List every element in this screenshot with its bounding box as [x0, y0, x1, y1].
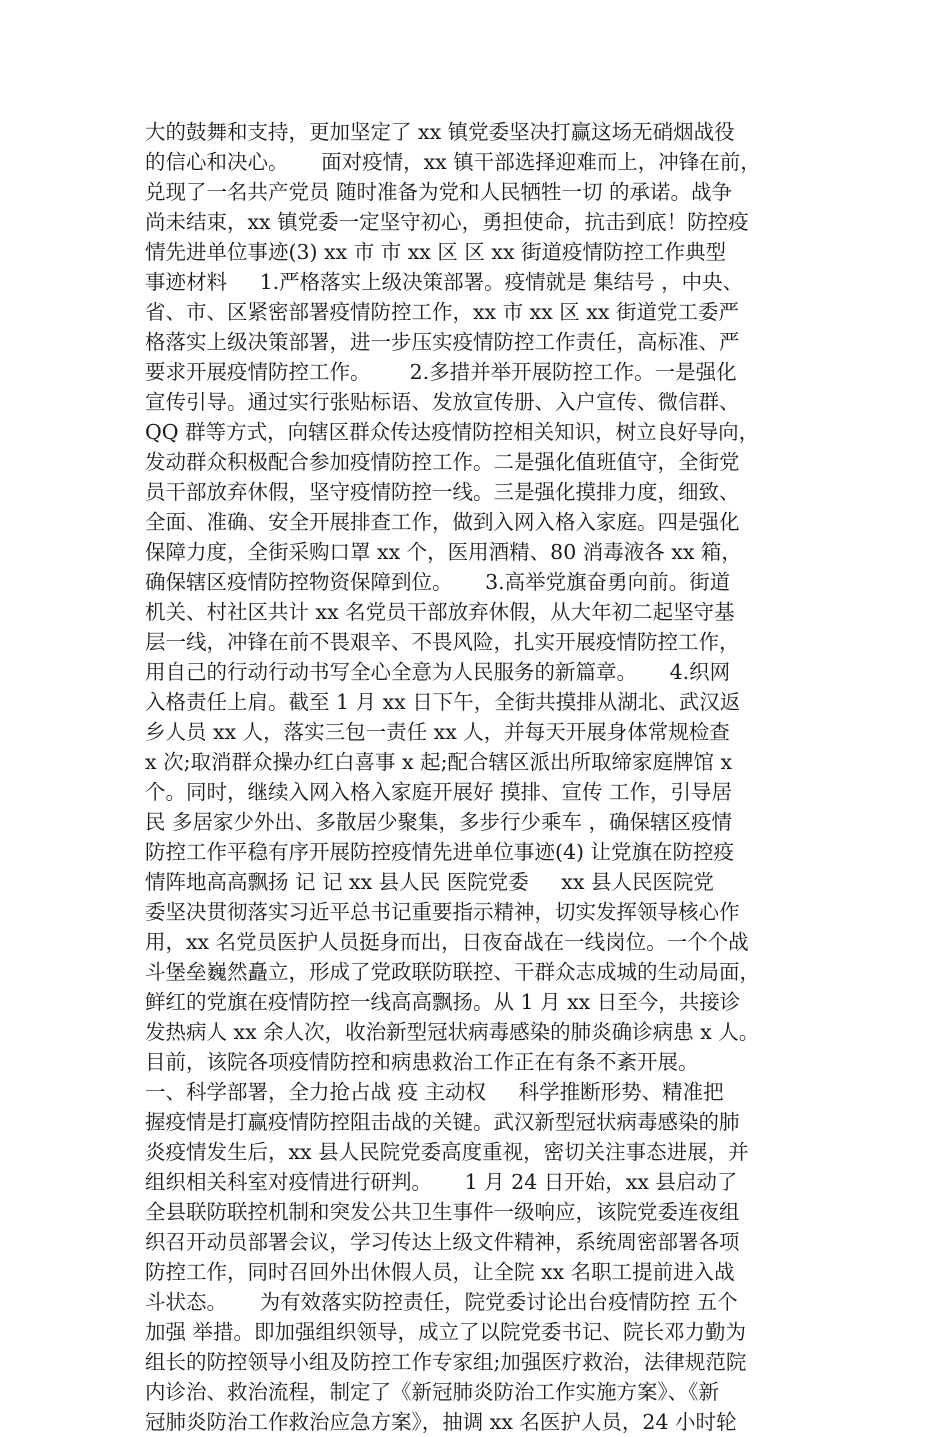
text-line: 格落实上级决策部署，进一步压实疫情防控工作责任，高标准、严 [145, 330, 740, 354]
text-line: 省、市、区紧密部署疫情防控工作，xx 市 xx 区 xx 街道党工委严 [145, 300, 739, 324]
text-line: 尚未结束，xx 镇党委一定坚守初心，勇担使命，抗击到底！防控疫 [145, 210, 749, 234]
text-line: 机关、村社区共计 xx 名党员干部放弃休假，从大年初二起坚守基 [145, 600, 735, 624]
text-line: 个。同时，继续入网入格入家庭开展好 摸排、宣传 工作，引导居 [145, 780, 733, 804]
text-line: 层一线，冲锋在前不畏艰辛、不畏风险，扎实开展疫情防控工作， [145, 630, 740, 654]
text-line: 保障力度，全街采购口罩 xx 个，医用酒精、80 消毒液各 xx 箱， [145, 540, 742, 564]
text-line: 确保辖区疫情防控物资保障到位。 3.高举党旗奋勇向前。街道 [145, 570, 731, 594]
body-text [145, 117, 845, 1437]
text-line: 情先进单位事迹(3) xx 市 市 xx 区 区 xx 街道疫情防控工作典型 [145, 240, 727, 264]
text-line: 全面、准确、安全开展排查工作，做到入网入格入家庭。四是强化 [145, 510, 740, 534]
text-line: 织召开动员部署会议，学习传达上级文件精神，系统周密部署各项 [145, 1230, 740, 1254]
text-line: 鲜红的党旗在疫情防控一线高高飘扬。从 1 月 xx 日至今，共接诊 [145, 990, 741, 1014]
text-line: 全县联防联控机制和突发公共卫生事件一级响应，该院党委连夜组 [145, 1200, 740, 1224]
text-line: x 次;取消群众操办红白喜事 x 起;配合辖区派出所取缔家庭牌馆 x [145, 750, 733, 774]
text-line: 情阵地高高飘扬 记 记 xx 县人民 医院党委 xx 县人民医院党 [145, 870, 714, 894]
text-line: QQ 群等方式，向辖区群众传达疫情防控相关知识，树立良好导向， [145, 420, 760, 444]
text-line: 斗堡垒巍然矗立，形成了党政联防联控、干群众志成城的生动局面， [145, 960, 760, 984]
text-line: 一、科学部署，全力抢占战 疫 主动权 科学推断形势、精准把 [145, 1080, 724, 1104]
text-line: 冠肺炎防治工作救治应急方案》，抽调 xx 名医护人员，24 小时轮 [145, 1410, 737, 1434]
text-line: 用，xx 名党员医护人员挺身而出，日夜奋战在一线岗位。一个个战 [145, 930, 749, 954]
text-line: 民 多居家少外出、多散居少聚集，多步行少乘车 ，确保辖区疫情 [145, 810, 733, 834]
text-line: 要求开展疫情防控工作。 2.多措并举开展防控工作。一是强化 [145, 360, 737, 384]
text-line: 的信心和决心。 面对疫情，xx 镇干部选择迎难而上，冲锋在前， [145, 150, 761, 174]
text-line: 乡人员 xx 人，落实三包一责任 xx 人，并每天开展身体常规检查 [145, 720, 730, 744]
text-line: 入格责任上肩。截至 1 月 xx 日下午，全街共摸排从湖北、武汉返 [145, 690, 741, 714]
text-line: 组织相关科室对疫情进行研判。 1 月 24 日开始，xx 县启动了 [145, 1170, 738, 1194]
text-line: 宣传引导。通过实行张贴标语、发放宣传册、入户宣传、微信群、 [145, 390, 740, 414]
text-line: 事迹材料 1.严格落实上级决策部署。疫情就是 集结号 ，中央、 [145, 270, 744, 294]
text-line: 加强 举措。即加强组织领导，成立了以院党委书记、院长邓力勤为 [145, 1320, 747, 1344]
text-line: 斗状态。 为有效落实防控责任，院党委讨论出台疫情防控 五个 [145, 1290, 738, 1314]
text-line: 发动群众积极配合参加疫情防控工作。二是强化值班值守，全街党 [145, 450, 740, 474]
text-line: 委坚决贯彻落实习近平总书记重要指示精神，切实发挥领导核心作 [145, 900, 740, 924]
text-line: 内诊治、救治流程，制定了《新冠肺炎防治工作实施方案》、《新 [145, 1380, 719, 1404]
text-line: 发热病人 xx 余人次，收治新型冠状病毒感染的肺炎确诊病患 x 人。 [145, 1020, 760, 1044]
text-line: 目前，该院各项疫情防控和病患救治工作正在有条不紊开展。 [145, 1050, 699, 1074]
text-line: 兑现了一名共产党员 随时准备为党和人民牺牲一切 的承诺。战争 [145, 180, 733, 204]
text-line: 员干部放弃休假，坚守疫情防控一线。三是强化摸排力度，细致、 [145, 480, 740, 504]
text-line: 组长的防控领导小组及防控工作专家组;加强医疗救治，法律规范院 [145, 1350, 747, 1374]
text-line: 防控工作平稳有序开展防控疫情先进单位事迹(4) 让党旗在防控疫 [145, 840, 735, 864]
text-line: 炎疫情发生后，xx 县人民院党委高度重视，密切关注事态进展，并 [145, 1140, 749, 1164]
text-line: 用自己的行动行动书写全心全意为人民服务的新篇章。 4.织网 [145, 660, 731, 684]
text-line: 握疫情是打赢疫情防控阻击战的关键。武汉新型冠状病毒感染的肺 [145, 1110, 740, 1134]
text-line: 防控工作，同时召回外出休假人员，让全院 xx 名职工提前进入战 [145, 1260, 735, 1284]
text-line: 大的鼓舞和支持，更加坚定了 xx 镇党委坚决打赢这场无硝烟战役 [145, 120, 735, 144]
